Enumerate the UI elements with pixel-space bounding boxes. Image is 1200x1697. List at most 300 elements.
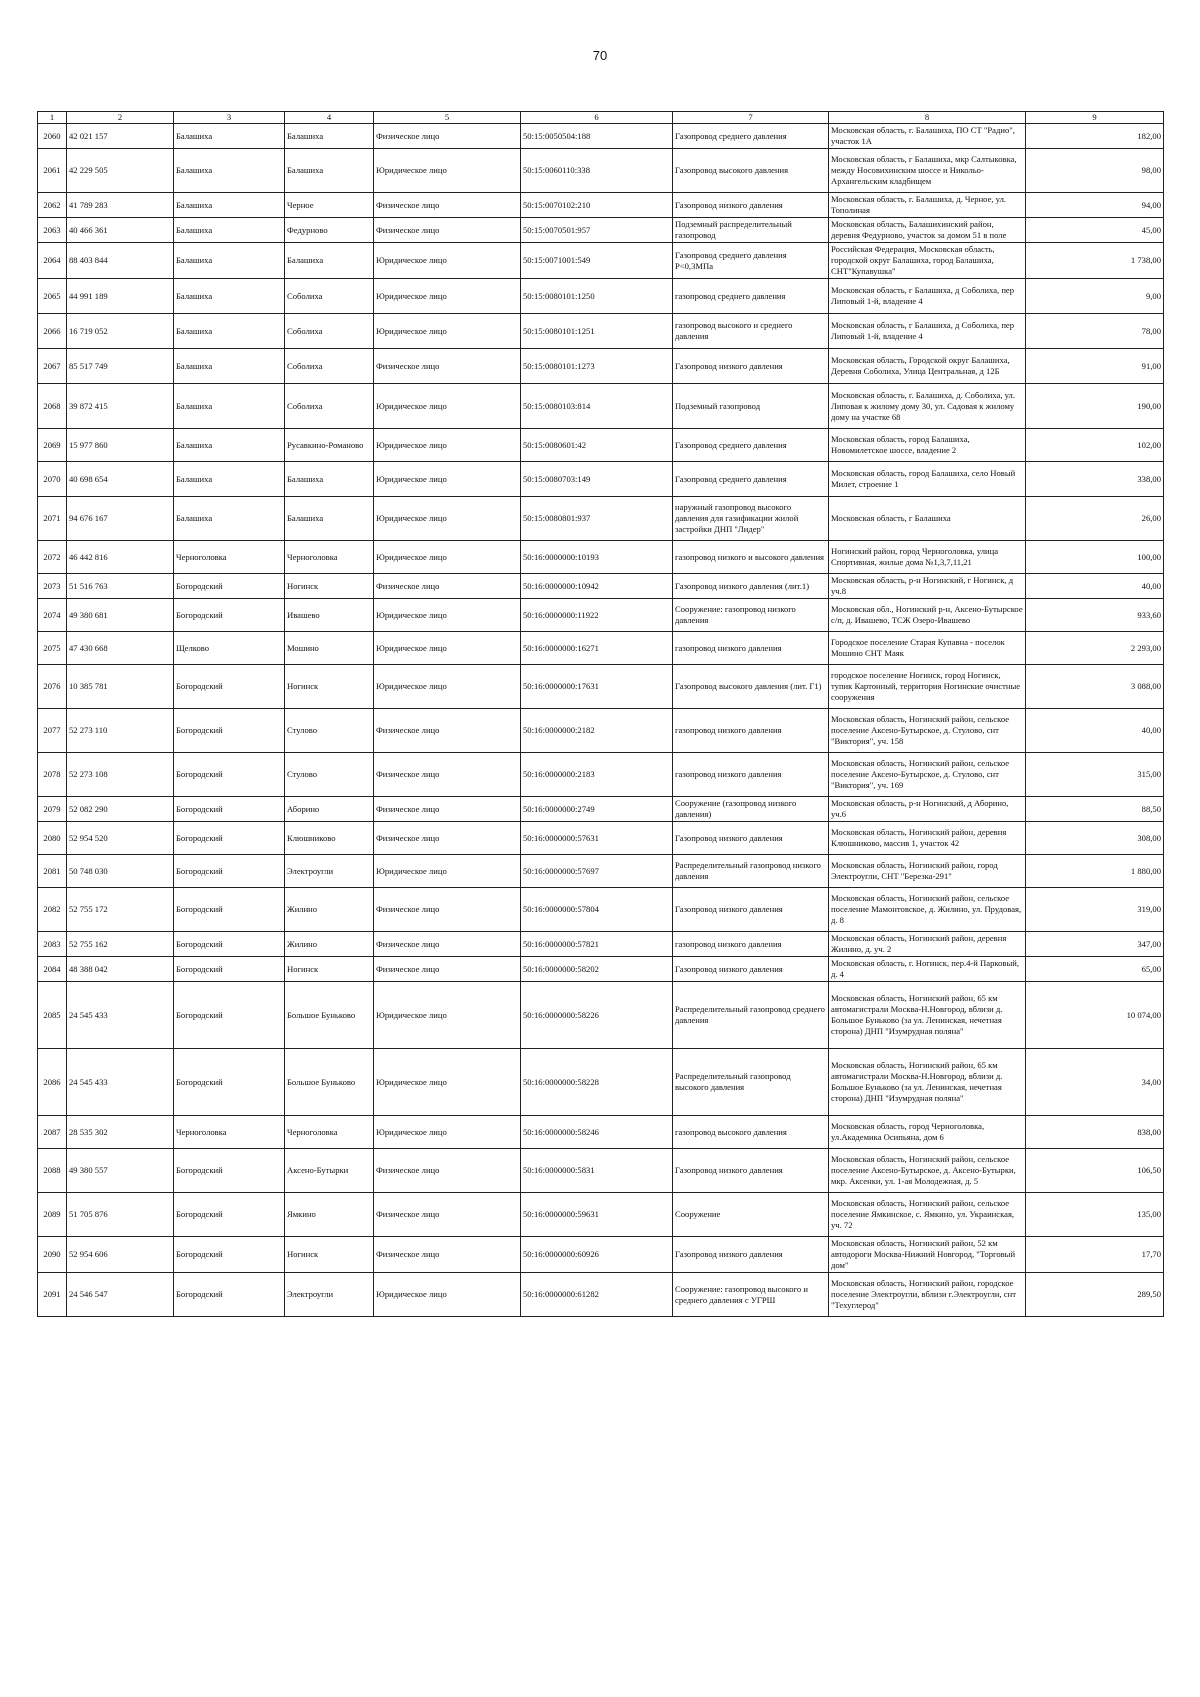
district-cell: Богородский [174,1149,285,1193]
cadastral-number-cell: 50:16:0000000:10942 [521,574,673,599]
district-cell: Богородский [174,1237,285,1273]
inventory-number-cell: 49 380 681 [67,599,174,632]
cadastral-number-cell: 50:16:0000000:57821 [521,932,673,957]
owner-type-cell: Юридическое лицо [374,855,521,888]
cadastral-number-cell: 50:15:0080601:42 [521,429,673,462]
object-name-cell: Газопровод среднего давления P<0,3МПа [673,243,829,279]
table-row [38,243,1164,279]
address-cell: Московская область, г. Балашиха, ПО СТ "Радио", участок 1А [829,124,1026,149]
cadastral-number-cell: 50:16:0000000:17631 [521,665,673,709]
district-cell: Балашиха [174,218,285,243]
owner-type-cell: Юридическое лицо [374,982,521,1049]
object-name-cell: Газопровод среднего давления [673,429,829,462]
object-name-cell: Распределительный газопровод низкого давления [673,855,829,888]
row-number-cell: 2078 [38,753,67,797]
length-value-cell: 2 293,00 [1026,632,1164,665]
district-cell: Богородский [174,1049,285,1116]
address-cell: Московская область, г Балашиха, мкр Салтыковка, между Носовихинским шоссе и Никольо-Архангельским кладбищем [829,149,1026,193]
cadastral-number-cell: 50:15:0060110:338 [521,149,673,193]
object-name-cell: Подземный распределительный газопровод [673,218,829,243]
owner-type-cell: Физическое лицо [374,574,521,599]
row-number-cell: 2088 [38,1149,67,1193]
length-value-cell: 98,00 [1026,149,1164,193]
cadastral-number-cell: 50:16:0000000:2183 [521,753,673,797]
owner-type-cell: Физическое лицо [374,753,521,797]
length-value-cell: 65,00 [1026,957,1164,982]
address-cell: Московская область, Ногинский район, деревня Клюшниково, массив 1, участок 42 [829,822,1026,855]
address-cell: Московская область, г Балашиха [829,497,1026,541]
row-number-cell: 2082 [38,888,67,932]
cadastral-number-cell: 50:16:0000000:57631 [521,822,673,855]
inventory-number-cell: 85 517 749 [67,349,174,384]
object-name-cell: газопровод низкого давления [673,753,829,797]
length-value-cell: 289,50 [1026,1273,1164,1317]
address-cell: Московская область, г Балашиха, д Соболиха, пер Липовый 1-й, владение 4 [829,314,1026,349]
locality-cell: Балашиха [285,462,374,497]
row-number-cell: 2085 [38,982,67,1049]
table-row [38,957,1164,982]
locality-cell: Ногинск [285,574,374,599]
object-name-cell: Газопровод высокого давления [673,149,829,193]
inventory-number-cell: 10 385 781 [67,665,174,709]
table-row [38,1237,1164,1273]
district-cell: Балашиха [174,429,285,462]
length-value-cell: 100,00 [1026,541,1164,574]
district-cell: Балашиха [174,497,285,541]
row-number-cell: 2077 [38,709,67,753]
inventory-number-cell: 16 719 052 [67,314,174,349]
district-cell: Богородский [174,665,285,709]
length-value-cell: 3 088,00 [1026,665,1164,709]
locality-cell: Клюшниково [285,822,374,855]
owner-type-cell: Физическое лицо [374,797,521,822]
cadastral-number-cell: 50:16:0000000:10193 [521,541,673,574]
locality-cell: Электроугли [285,1273,374,1317]
table-row [38,599,1164,632]
row-number-cell: 2067 [38,349,67,384]
column-number: 2 [67,112,174,124]
column-number: 5 [374,112,521,124]
locality-cell: Электроугли [285,855,374,888]
district-cell: Балашиха [174,243,285,279]
locality-cell: Русавкино-Романово [285,429,374,462]
district-cell: Балашиха [174,349,285,384]
length-value-cell: 34,00 [1026,1049,1164,1116]
address-cell: Московская область, город Черноголовка, ул.Академика Осипьяна, дом 6 [829,1116,1026,1149]
inventory-number-cell: 47 430 668 [67,632,174,665]
inventory-number-cell: 42 229 505 [67,149,174,193]
row-number-cell: 2084 [38,957,67,982]
locality-cell: Черное [285,193,374,218]
row-number-cell: 2081 [38,855,67,888]
table-row [38,855,1164,888]
row-number-cell: 2068 [38,384,67,429]
length-value-cell: 10 074,00 [1026,982,1164,1049]
locality-cell: Ногинск [285,1237,374,1273]
cadastral-number-cell: 50:16:0000000:60926 [521,1237,673,1273]
object-name-cell: Газопровод среднего давления [673,462,829,497]
cadastral-number-cell: 50:15:0050504:188 [521,124,673,149]
cadastral-number-cell: 50:15:0080101:1273 [521,349,673,384]
owner-type-cell: Физическое лицо [374,1193,521,1237]
locality-cell: Аксено-Бутырки [285,1149,374,1193]
address-cell: Московская область, Ногинский район, сельское поселение Мамонтовское, д. Жилино, ул. Прудовая, д. 8 [829,888,1026,932]
owner-type-cell: Юридическое лицо [374,1049,521,1116]
object-name-cell: Сооружение: газопровод низкого давления [673,599,829,632]
table-row [38,1193,1164,1237]
owner-type-cell: Физическое лицо [374,1149,521,1193]
locality-cell: Большое Буньково [285,1049,374,1116]
cadastral-number-cell: 50:16:0000000:11922 [521,599,673,632]
object-name-cell: Газопровод низкого давления [673,1149,829,1193]
address-cell: Московская обл., Ногинский р-н, Аксено-Бутырское с/п, д. Ивашево, ТСЖ Озеро-Ивашево [829,599,1026,632]
length-value-cell: 91,00 [1026,349,1164,384]
owner-type-cell: Физическое лицо [374,1237,521,1273]
owner-type-cell: Физическое лицо [374,218,521,243]
address-cell: Московская область, Ногинский район, 52 км автодороги Москва-Нижний Новгород, "Торговый дом" [829,1237,1026,1273]
inventory-number-cell: 24 545 433 [67,1049,174,1116]
object-name-cell: наружный газопровод высокого давления для газификации жилой застройки ДНП "Лидер" [673,497,829,541]
locality-cell: Соболиха [285,279,374,314]
cadastral-number-cell: 50:16:0000000:58226 [521,982,673,1049]
owner-type-cell: Физическое лицо [374,124,521,149]
length-value-cell: 1 738,00 [1026,243,1164,279]
length-value-cell: 838,00 [1026,1116,1164,1149]
length-value-cell: 106,50 [1026,1149,1164,1193]
address-cell: Московская область, город Балашиха, село Новый Милет, строение 1 [829,462,1026,497]
locality-cell: Черноголовка [285,1116,374,1149]
length-value-cell: 338,00 [1026,462,1164,497]
row-number-cell: 2079 [38,797,67,822]
district-cell: Богородский [174,574,285,599]
inventory-number-cell: 40 466 361 [67,218,174,243]
locality-cell: Соболиха [285,384,374,429]
address-cell: Московская область, Ногинский район, сельское поселение Аксено-Бутырское, д. Стулово, снт "Виктория", уч. 158 [829,709,1026,753]
inventory-number-cell: 24 545 433 [67,982,174,1049]
inventory-number-cell: 49 380 557 [67,1149,174,1193]
district-cell: Богородский [174,1193,285,1237]
owner-type-cell: Физическое лицо [374,709,521,753]
row-number-cell: 2087 [38,1116,67,1149]
inventory-number-cell: 24 546 547 [67,1273,174,1317]
owner-type-cell: Юридическое лицо [374,1116,521,1149]
locality-cell: Балашиха [285,149,374,193]
table-row [38,314,1164,349]
owner-type-cell: Физическое лицо [374,888,521,932]
address-cell: Московская область, г. Балашиха, д. Соболиха, ул. Липовая к жилому дому 30, ул. Садовая к жилому дому на участке 68 [829,384,1026,429]
length-value-cell: 319,00 [1026,888,1164,932]
column-number: 3 [174,112,285,124]
owner-type-cell: Юридическое лицо [374,632,521,665]
page-number: 70 [592,48,608,63]
table-row [38,384,1164,429]
cadastral-number-cell: 50:16:0000000:2182 [521,709,673,753]
district-cell: Балашиха [174,384,285,429]
row-number-cell: 2089 [38,1193,67,1237]
cadastral-number-cell: 50:15:0070501:957 [521,218,673,243]
address-cell: Московская область, Ногинский район, сельское поселение Аксено-Бутырское, д. Аксено-Бутырки, мкр. Аксенки, ул. 1-ая Молодежная, д. 5 [829,1149,1026,1193]
address-cell: Московская область, Городской округ Балашиха, Деревня Соболиха, Улица Центральная, д 12Б [829,349,1026,384]
length-value-cell: 315,00 [1026,753,1164,797]
object-name-cell: Сооружение [673,1193,829,1237]
address-cell: Городское поселение Старая Купавна - поселок Мошино СНТ Маяк [829,632,1026,665]
row-number-cell: 2064 [38,243,67,279]
row-number-cell: 2091 [38,1273,67,1317]
district-cell: Богородский [174,822,285,855]
inventory-number-cell: 52 954 606 [67,1237,174,1273]
owner-type-cell: Юридическое лицо [374,384,521,429]
length-value-cell: 1 880,00 [1026,855,1164,888]
inventory-number-cell: 40 698 654 [67,462,174,497]
address-cell: Московская область, город Балашиха, Новомилетское шоссе, владение 2 [829,429,1026,462]
inventory-number-cell: 41 789 283 [67,193,174,218]
district-cell: Богородский [174,797,285,822]
length-value-cell: 40,00 [1026,574,1164,599]
address-cell: Московская область, Ногинский район, сельское поселение Аксено-Бутырское, д. Стулово, снт "Виктория", уч. 169 [829,753,1026,797]
locality-cell: Жилино [285,888,374,932]
table-row [38,462,1164,497]
table-row [38,709,1164,753]
owner-type-cell: Юридическое лицо [374,243,521,279]
object-name-cell: Газопровод низкого давления (лит.1) [673,574,829,599]
table-row [38,279,1164,314]
address-cell: Московская область, р-н Ногинский, д Аборино, уч.6 [829,797,1026,822]
locality-cell: Балашиха [285,243,374,279]
locality-cell: Ногинск [285,665,374,709]
inventory-number-cell: 50 748 030 [67,855,174,888]
length-value-cell: 40,00 [1026,709,1164,753]
row-number-cell: 2066 [38,314,67,349]
cadastral-number-cell: 50:15:0080101:1250 [521,279,673,314]
inventory-number-cell: 52 273 110 [67,709,174,753]
cadastral-number-cell: 50:15:0071001:549 [521,243,673,279]
district-cell: Балашиха [174,462,285,497]
table-row [38,1049,1164,1116]
table-row [38,1149,1164,1193]
length-value-cell: 17,70 [1026,1237,1164,1273]
row-number-cell: 2073 [38,574,67,599]
cadastral-number-cell: 50:16:0000000:58228 [521,1049,673,1116]
row-number-cell: 2070 [38,462,67,497]
column-number: 1 [38,112,67,124]
cadastral-number-cell: 50:16:0000000:16271 [521,632,673,665]
locality-cell: Ивашево [285,599,374,632]
address-cell: Московская область, г. Ногинск, пер.4-й Парковый, д. 4 [829,957,1026,982]
inventory-number-cell: 52 755 172 [67,888,174,932]
row-number-cell: 2086 [38,1049,67,1116]
table-row [38,497,1164,541]
address-cell: Московская область, Ногинский район, 65 км автомагистрали Москва-Н.Новгород, вблизи д. Большое Буньково (за ул. Ленинская, нечетная сторона) ДНП "Изумрудная поляна" [829,982,1026,1049]
object-name-cell: Распределительный газопровод среднего давления [673,982,829,1049]
address-cell: Московская область, Ногинский район, деревня Жилино, д. уч. 2 [829,932,1026,957]
district-cell: Черноголовка [174,1116,285,1149]
object-name-cell: Распределительный газопровод высокого давления [673,1049,829,1116]
object-name-cell: Сооружение (газопровод низкого давления) [673,797,829,822]
cadastral-number-cell: 50:16:0000000:57697 [521,855,673,888]
row-number-cell: 2072 [38,541,67,574]
cadastral-number-cell: 50:16:0000000:5831 [521,1149,673,1193]
district-cell: Богородский [174,888,285,932]
column-number: 6 [521,112,673,124]
table-row [38,932,1164,957]
cadastral-number-cell: 50:16:0000000:58202 [521,957,673,982]
row-number-cell: 2062 [38,193,67,218]
table-row [38,797,1164,822]
cadastral-number-cell: 50:15:0070102:210 [521,193,673,218]
row-number-cell: 2083 [38,932,67,957]
table-row [38,429,1164,462]
district-cell: Богородский [174,709,285,753]
object-name-cell: Подземный газопровод [673,384,829,429]
object-name-cell: Газопровод низкого давления [673,1237,829,1273]
table-row [38,1273,1164,1317]
locality-cell: Балашиха [285,497,374,541]
owner-type-cell: Юридическое лицо [374,429,521,462]
owner-type-cell: Физическое лицо [374,932,521,957]
address-cell: Московская область, Ногинский район, сельское поселение Ямкинское, с. Ямкино, ул. Украинская, уч. 72 [829,1193,1026,1237]
object-name-cell: Газопровод низкого давления [673,888,829,932]
inventory-number-cell: 51 705 876 [67,1193,174,1237]
column-number-row [38,112,1164,124]
row-number-cell: 2063 [38,218,67,243]
locality-cell: Жилино [285,932,374,957]
length-value-cell: 182,00 [1026,124,1164,149]
table-row [38,574,1164,599]
row-number-cell: 2090 [38,1237,67,1273]
cadastral-number-cell: 50:15:0080101:1251 [521,314,673,349]
table-row [38,982,1164,1049]
table-row [38,149,1164,193]
column-number: 7 [673,112,829,124]
inventory-number-cell: 52 954 520 [67,822,174,855]
table-row [38,218,1164,243]
cadastral-number-cell: 50:16:0000000:61282 [521,1273,673,1317]
row-number-cell: 2075 [38,632,67,665]
address-cell: Московская область, р-н Ногинский, г Ногинск, д уч.8 [829,574,1026,599]
object-name-cell: газопровод среднего давления [673,279,829,314]
locality-cell: Мошино [285,632,374,665]
inventory-number-cell: 28 535 302 [67,1116,174,1149]
locality-cell: Соболиха [285,349,374,384]
cadastral-number-cell: 50:15:0080801:937 [521,497,673,541]
owner-type-cell: Юридическое лицо [374,462,521,497]
cadastral-number-cell: 50:15:0080703:149 [521,462,673,497]
registry-table [37,111,1164,1317]
district-cell: Балашиха [174,314,285,349]
address-cell: Московская область, Ногинский район, 65 км автомагистрали Москва-Н.Новгород, вблизи д. Большое Буньково (за ул. Ленинская, нечетная сторона) ДНП "Изумрудная поляна" [829,1049,1026,1116]
object-name-cell: Газопровод низкого давления [673,349,829,384]
owner-type-cell: Физическое лицо [374,193,521,218]
inventory-number-cell: 52 273 108 [67,753,174,797]
inventory-number-cell: 52 755 162 [67,932,174,957]
owner-type-cell: Физическое лицо [374,822,521,855]
locality-cell: Ямкино [285,1193,374,1237]
locality-cell: Стулово [285,753,374,797]
owner-type-cell: Юридическое лицо [374,541,521,574]
object-name-cell: Сооружение: газопровод высокого и среднего давления с УГРШ [673,1273,829,1317]
inventory-number-cell: 44 991 189 [67,279,174,314]
object-name-cell: Газопровод среднего давления [673,124,829,149]
district-cell: Балашиха [174,124,285,149]
district-cell: Балашиха [174,193,285,218]
owner-type-cell: Юридическое лицо [374,279,521,314]
cadastral-number-cell: 50:16:0000000:57804 [521,888,673,932]
locality-cell: Балашиха [285,124,374,149]
address-cell: Московская область, Ногинский район, город Электроугли, СНТ "Березка-291" [829,855,1026,888]
inventory-number-cell: 52 082 290 [67,797,174,822]
row-number-cell: 2071 [38,497,67,541]
district-cell: Богородский [174,982,285,1049]
length-value-cell: 78,00 [1026,314,1164,349]
length-value-cell: 26,00 [1026,497,1164,541]
inventory-number-cell: 51 516 763 [67,574,174,599]
cadastral-number-cell: 50:16:0000000:59631 [521,1193,673,1237]
length-value-cell: 102,00 [1026,429,1164,462]
address-cell: Московская область, Ногинский район, городское поселение Электроугли, вблизи г.Электроугли, снт "Техуглерод" [829,1273,1026,1317]
inventory-number-cell: 88 403 844 [67,243,174,279]
district-cell: Богородский [174,932,285,957]
district-cell: Богородский [174,855,285,888]
length-value-cell: 190,00 [1026,384,1164,429]
row-number-cell: 2069 [38,429,67,462]
object-name-cell: Газопровод низкого давления [673,822,829,855]
table-row [38,822,1164,855]
object-name-cell: Газопровод высокого давления (лит. Г1) [673,665,829,709]
table-row [38,349,1164,384]
cadastral-number-cell: 50:15:0080103:814 [521,384,673,429]
row-number-cell: 2074 [38,599,67,632]
owner-type-cell: Юридическое лицо [374,314,521,349]
length-value-cell: 45,00 [1026,218,1164,243]
object-name-cell: Газопровод низкого давления [673,193,829,218]
object-name-cell: газопровод высокого и среднего давления [673,314,829,349]
district-cell: Щелково [174,632,285,665]
inventory-number-cell: 94 676 167 [67,497,174,541]
owner-type-cell: Юридическое лицо [374,665,521,709]
district-cell: Богородский [174,599,285,632]
table-row [38,193,1164,218]
owner-type-cell: Юридическое лицо [374,599,521,632]
district-cell: Богородский [174,957,285,982]
inventory-number-cell: 48 388 042 [67,957,174,982]
address-cell: городское поселение Ногинск, город Ногинск, тупик Картонный, территория Ногинские очистные сооружения [829,665,1026,709]
locality-cell: Аборино [285,797,374,822]
locality-cell: Федурново [285,218,374,243]
length-value-cell: 308,00 [1026,822,1164,855]
table-row [38,888,1164,932]
address-cell: Московская область, г Балашиха, д Соболиха, пер Липовый 1-й, владение 4 [829,279,1026,314]
length-value-cell: 9,00 [1026,279,1164,314]
locality-cell: Черноголовка [285,541,374,574]
locality-cell: Соболиха [285,314,374,349]
length-value-cell: 88,50 [1026,797,1164,822]
locality-cell: Стулово [285,709,374,753]
district-cell: Богородский [174,753,285,797]
owner-type-cell: Юридическое лицо [374,497,521,541]
inventory-number-cell: 46 442 816 [67,541,174,574]
row-number-cell: 2076 [38,665,67,709]
length-value-cell: 347,00 [1026,932,1164,957]
cadastral-number-cell: 50:16:0000000:58246 [521,1116,673,1149]
locality-cell: Большое Буньково [285,982,374,1049]
district-cell: Черноголовка [174,541,285,574]
district-cell: Богородский [174,1273,285,1317]
address-cell: Московская область, Балашихинский район, деревня Федурново, участок за домом 51 в поле [829,218,1026,243]
table-row [38,665,1164,709]
row-number-cell: 2061 [38,149,67,193]
table-row [38,753,1164,797]
row-number-cell: 2065 [38,279,67,314]
